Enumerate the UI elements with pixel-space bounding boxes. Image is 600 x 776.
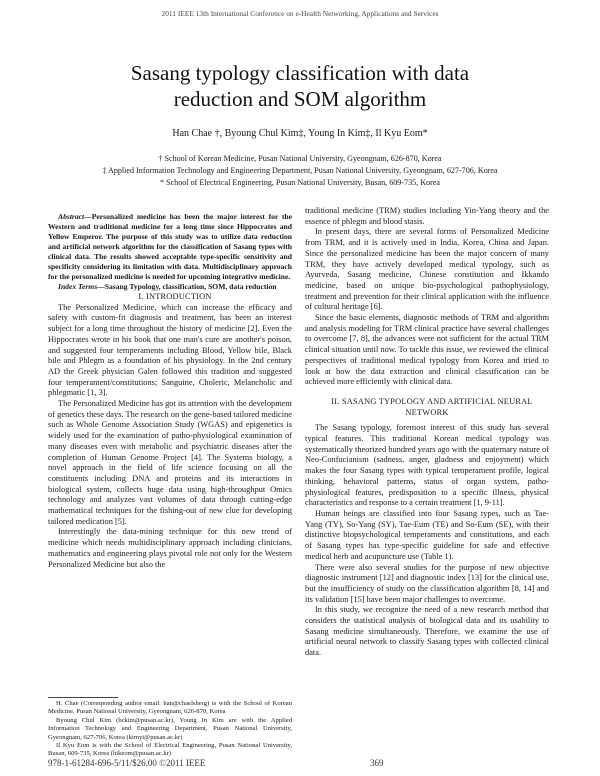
footnote-2: Byoung Chul Kim (bckim@pusan.ac.kr), Young In Kim are with the Applied Information Technology and Engineering Department, Pusan National University, Gyeongnam, 627-706, Korea (kimyi@pusan.ac.kr) [48, 716, 292, 741]
page-number: 369 [370, 758, 384, 768]
sasang-paragraph-4: In this study, we recognize the need of a new research method that considers the statistical analysis of biological data and its usability to Sasang medicine simultaneously. Therefore, we examine the use of artificial neural network to classify Sasang types with collected clinical data. [305, 605, 549, 658]
right-paragraph-1: traditional medicine (TRM) studies including Yin-Yang theory and the essence of phlegm and blood stasis. [305, 206, 549, 226]
index-terms-text: Sasang Typology, classification, SOM, data reduction [104, 282, 277, 291]
footnote-3: Il Kyu Eom is with the School of Electrical Engineering, Pusan National University, Busan, 609-735, Korea (hikeom@pusan.ac.kr) [48, 742, 292, 758]
footnote-1: H. Chae (Corresponding author email: han@chaelsherg) is with the School of Korean Medicine, Pusan National University, Gyeongnam, 626-870, Korea [48, 700, 292, 716]
footnotes [48, 700, 292, 759]
isbn-line: 978-1-61284-696-5/11/$26.00 ©2011 IEEE [48, 758, 206, 768]
index-terms [48, 282, 292, 292]
affiliation-1: † School of Korean Medicine, Pusan National University, Gyeongnam, 626-870, Korea [158, 154, 442, 163]
affiliation-2: ‡ Applied Information Technology and Engineering Department, Pusan National University, Gyeongnam, 627-706, Korea [102, 166, 498, 175]
title-line-2: reduction and SOM algorithm [173, 87, 427, 111]
sasang-paragraph-3: There were also several studies for the purpose of new objective diagnostic instrument [12] and diagnostic index [13] for the clinical use, but the insufficiency of study on the classification algorithm [8, 14] and its validation [15] have been major challenges to overcome. [305, 562, 549, 604]
conference-header: 2011 IEEE 13th International Conference on e-Health Networking, Applications and Services [161, 9, 439, 18]
left-column [48, 212, 292, 570]
intro-paragraph-2: The Personalized Medicine has got its attention with the development of genetics these days. The research on the gene-based tailored medicine such as Whole Genome Association Study (WGAS) and epigenetics is widely used for the examination of patho-physiological examination of many diseases even with metabolic and psychiatric diseases after the completion of Human Genome Project [4]. The Systems biology, a novel approach in the field of life science focusing on all the constituents including DNA and proteins and its interactions in biological system, collects huge data using high-throughput Omics technology and analyzes vast volumes of data through cutting-edge mathematical techniques for the fishing-out of new clue for developing tailored medication [5]. [48, 399, 292, 526]
right-paragraph-2: In present days, there are several forms of Personalized Medicine from TRM, and it is actively used in India, Korea, China and Japan. Since the personalized medicine has been the major concern of many TRM, they have actively developed medical typology, such as Ayurveda, Sasang medicine, Chinese constitution and Ikkando medicine, based on unique bio-psychological pathophysiology, treatment and prevention for their clinical application with the influence of cultural heritage [6]. [305, 227, 549, 312]
paper-title [60, 60, 540, 112]
abstract-text: Personalized medicine has been the major interest for the Western and traditional medicine for a long time since Hippocrates and Yellow Emperor. The purpose of this study was to utilize data reduction and artificial network algorithm for the classification of Sasang types with clinical data. The results showed acceptable type-specific sensitivity and specificity considering its limitation with data. Multidisciplinary approach for the personalized medicine is needed for upcoming integrative medicine. [48, 212, 292, 281]
right-column [305, 206, 549, 659]
author-list: Han Chae †, Byoung Chul Kim‡, Young In Kim‡, Il Kyu Eom* [172, 128, 428, 139]
sasang-paragraph-2: Human beings are classified into four Sasang types, such as Tae-Yang (TY), So-Yang (SY), Tae-Eum (TE) and So-Eum (SE), with their distinctive biopsychological temperaments and constitutions, and each of Sasang types has type-specific guideline for safe and effective medical herb and acupuncture use (Table 1). [305, 508, 549, 561]
intro-paragraph-1: The Personalized Medicine, which can increase the efficacy and safety with custom-fit diagnosis and treatment, has been an interest subject for a long time throughout the history of medicine [2]. Even the Hippocrates wrote in his book that one man's cure are another's poison, and suggested four temperaments including Blood, Yellow bile, Black bile and Phlegm as a foundation of his physiology. In the 2nd century AD the Greek physician Galen followed this tradition and suggested four temperament/constitutions; Sanguine, Choleric, Melancholic and phlegmatic [1, 3]. [48, 302, 292, 398]
title-line-1: Sasang typology classification with data [130, 61, 470, 85]
abstract-label: Abstract— [58, 212, 92, 221]
affiliation-3: * School of Electrical Engineering, Pusan National University, Busan, 609-735, Korea [160, 178, 440, 187]
section-heading-sasang: II. SASANG TYPOLOGY AND ARTIFICIAL NEURAL NETWORK [331, 396, 533, 417]
abstract [48, 212, 292, 282]
footnote-divider [48, 697, 118, 698]
sasang-paragraph-1: The Sasang typology, foremost interest of this study has several typical features. This traditional Korean medical typology was systematically theorized hundred years ago with the quaternary nature of Neo-Confucianism (sadness, anger, gladness and enjoyment) which makes the four Sasang types with typical temperament profile, logical thinking, behavioral patterns, status of organ system, patho-physiological features, predisposition to a specific illness, physical characteristics and response to a certain treatment [1, 9-11]. [305, 423, 549, 508]
index-terms-label: Index Terms— [58, 282, 105, 291]
right-paragraph-3: Since the basic elements, diagnostic methods of TRM and algorithm and analysis modeling for TRM clinical practice have several challenges to overcome [7, 8], the advances were not sufficient for the actual TRM clinical situation until now. To tackle this issue, we reviewed the clinical perspectives of traditional medical typology from Korea and tried to look at how the data extraction and clinical classification can be achieved more efficiently with clinical data. [305, 313, 549, 387]
section-heading-introduction: I. INTRODUCTION [138, 292, 212, 301]
intro-paragraph-3: Interestingly the data-mining technique for this new trend of medicine which needs multidisciplinary approach including clinicians, mathematics and engineering plays pivotal role not only for the Western Personalized Medicine but also the [48, 527, 292, 569]
